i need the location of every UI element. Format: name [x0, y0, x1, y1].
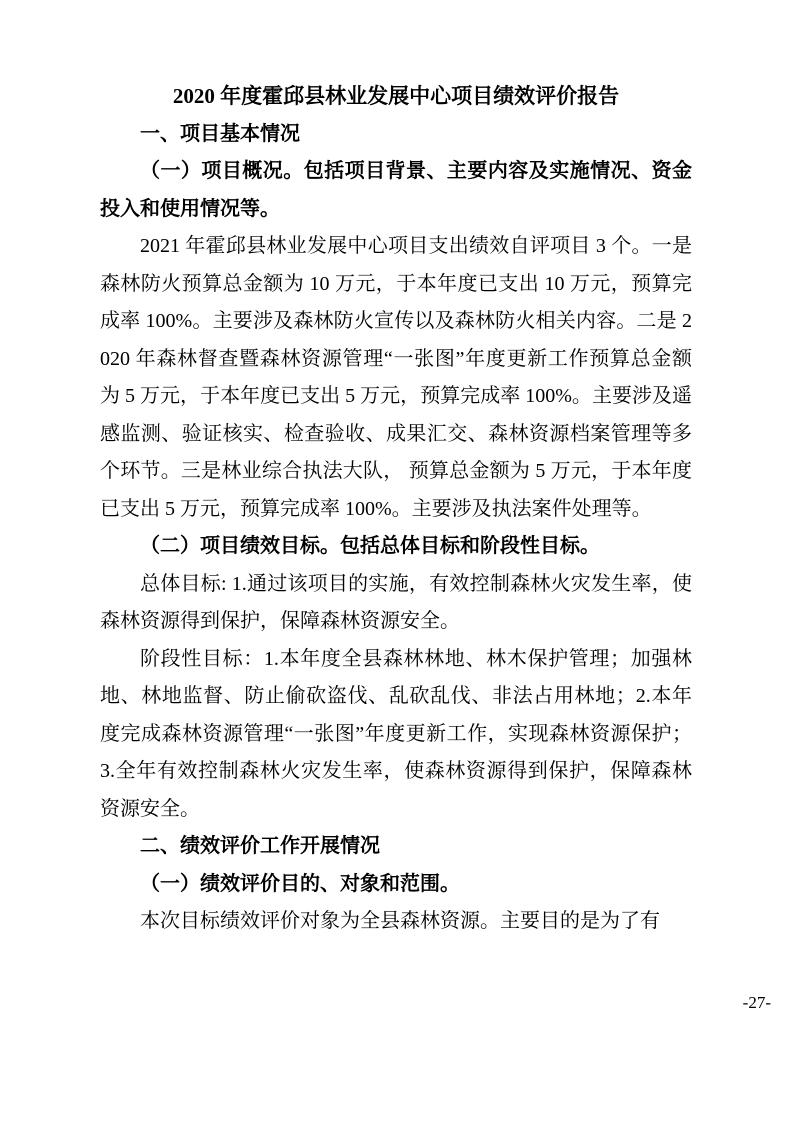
- subsection-heading-1-1: （一）项目概况。包括项目背景、主要内容及实施情况、资金投入和使用情况等。: [100, 160, 692, 220]
- body-paragraph-overall-goal: 总体目标: 1.通过该项目的实施，有效控制森林火灾发生率，使森林资源得到保护，保障森林资源安全。: [100, 572, 692, 632]
- page-number: -27-: [742, 993, 771, 1012]
- body-paragraph-project-overview: 2021 年霍邱县林业发展中心项目支出绩效自评项目 3 个。一是森林防火预算总金额为 10 万元，于本年度已支出 10 万元，预算完成率 100%。主要涉及森林防火宣传以及森林防火相关内容。二是 2020 年森林督查暨森林资源管理“一张图”年度更新工作预算总金额为 5 万元，于本年度已支出 5 万元，预算完成率 100%。主要涉及遥感监测、验证核实、检查验收、成果汇交、森林资源档案管理等多个环节。三是林业综合执法大队， 预算总金额为 5 万元，于本年度已支出 5 万元，预算完成率 100%。主要涉及执法案件处理等。: [100, 235, 692, 520]
- subsection-heading-1-2: （二）项目绩效目标。包括总体目标和阶段性目标。: [140, 535, 600, 557]
- subsection-heading-2-1: （一）绩效评价目的、对象和范围。: [140, 872, 460, 895]
- body-paragraph-phase-goals: 阶段性目标：1.本年度全县森林林地、林木保护管理；加强林地、林地监督、防止偷砍盗伐、乱砍乱伐、非法占用林地；2.本年度完成森林资源管理“一张图”年度更新工作，实现森林资源保护；3.全年有效控制森林火灾发生率，使森林资源得到保护，保障森林资源安全。: [100, 647, 692, 820]
- section-heading-1: 一、项目基本情况: [140, 122, 300, 145]
- section-heading-2: 二、绩效评价工作开展情况: [140, 835, 380, 857]
- document-title: 2020 年度霍邱县林业发展中心项目绩效评价报告: [172, 84, 620, 108]
- body-paragraph-evaluation-scope: 本次目标绩效评价对象为全县森林资源。主要目的是为了有: [140, 910, 660, 932]
- document-content: [100, 78, 692, 941]
